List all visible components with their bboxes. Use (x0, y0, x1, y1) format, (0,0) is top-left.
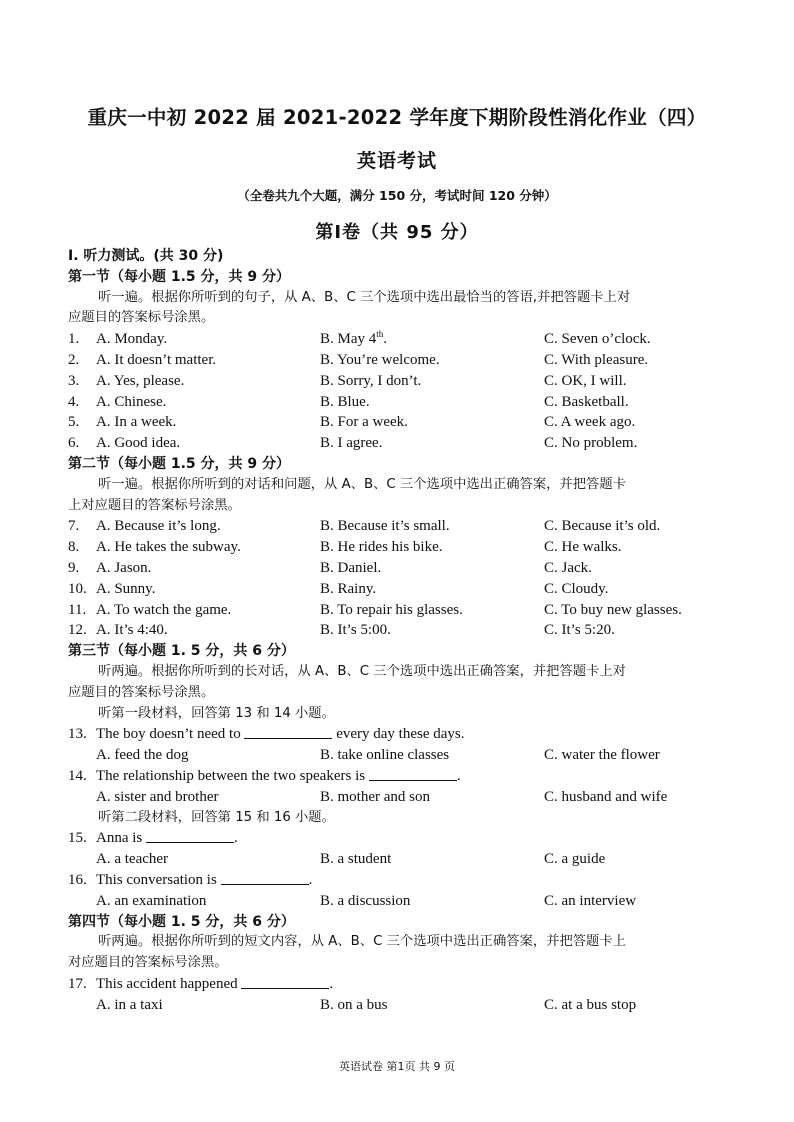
option-a: A. feed the dog (96, 747, 189, 764)
question-number: 10. (68, 580, 87, 597)
option-a: A. In a week. (96, 414, 177, 431)
question-item (68, 579, 728, 600)
question-item (68, 371, 728, 392)
question-stem (68, 766, 728, 787)
answer-blank (244, 724, 332, 739)
question-number: 1. (68, 331, 80, 348)
option-a: A. in a taxi (96, 996, 163, 1013)
stem-part: Anna is (96, 830, 143, 847)
question-number: 2. (68, 351, 80, 368)
options-row (68, 787, 728, 808)
option-b: B. mother and son (320, 788, 430, 805)
option-c: C. a guide (544, 851, 606, 868)
stem-part: The relationship between the two speakers is (96, 767, 366, 784)
exam-content (68, 246, 728, 1015)
option-a: A. a teacher (96, 851, 169, 868)
option-c: C. To buy new glasses. (544, 601, 682, 618)
option-b: B. a discussion (320, 892, 411, 909)
option-c: C. an interview (544, 892, 637, 909)
section-heading: 第四节（每小题 1. 5 分，共 6 分） (68, 913, 295, 930)
exam-title: 重庆一中初 2022 届 2021-2022 学年度下期阶段性消化作业（四） (87, 106, 707, 129)
option-a: A. It doesn’t matter. (96, 351, 217, 368)
question-number: 12. (68, 622, 87, 639)
question-number: 3. (68, 372, 80, 389)
option-a: A. Chinese. (96, 393, 167, 410)
section-heading: 第一节（每小题 1.5 分，共 9 分） (68, 268, 291, 285)
option-c: C. water the flower (544, 747, 660, 764)
option-b: B. Blue. (320, 393, 370, 410)
option-a: A. Because it’s long. (96, 518, 221, 535)
section-instruction: 对应题目的答案标号涂黑。 (68, 955, 228, 971)
options-row (68, 745, 728, 766)
option-a: A. He takes the subway. (96, 539, 241, 556)
section-instruction: 听两遍。根据你所听到的短文内容，从 A、B、C 三个选项中选出正确答案，并把答题卡上 (98, 934, 626, 950)
stem-part: every day these days. (336, 726, 465, 743)
question-stem (68, 974, 728, 995)
option-a: A. Sunny. (96, 580, 156, 597)
option-c: C. He walks. (544, 539, 622, 556)
option-b (320, 329, 544, 350)
answer-blank (241, 974, 329, 989)
part-heading: I. 听力测试。(共 30 分) (68, 248, 224, 264)
option-b-text: B. May 4 (320, 331, 377, 348)
page-footer: 英语试卷 第1页 共 9 页 (339, 1060, 455, 1073)
question-number: 14. (68, 767, 87, 784)
option-b: B. Rainy. (320, 580, 377, 597)
answer-blank (369, 766, 457, 781)
question-number: 6. (68, 435, 80, 452)
option-c: C. husband and wife (544, 788, 668, 805)
question-number: 17. (68, 975, 87, 992)
exam-subject: 英语考试 (356, 150, 437, 172)
option-c: C. Basketball. (544, 393, 629, 410)
question-number: 11. (68, 601, 87, 618)
stem-text (96, 870, 312, 891)
option-b: B. Because it’s small. (320, 518, 450, 535)
option-b-tail: . (383, 331, 388, 348)
option-a: A. Monday. (96, 331, 168, 348)
option-c: C. Cloudy. (544, 580, 609, 597)
stem-part: . (234, 830, 238, 847)
question-stem (68, 828, 728, 849)
answer-blank (221, 870, 309, 885)
option-b: B. For a week. (320, 414, 408, 431)
section-instruction: 应题目的答案标号涂黑。 (68, 684, 215, 700)
options-row (68, 995, 728, 1016)
section-instruction: 应题目的答案标号涂黑。 (68, 310, 215, 326)
question-item (68, 537, 728, 558)
question-number: 13. (68, 726, 87, 743)
question-number: 9. (68, 559, 80, 576)
option-c: C. It’s 5:20. (544, 622, 615, 639)
question-number: 4. (68, 393, 80, 410)
volume-heading: 第Ⅰ卷（共 95 分） (315, 222, 479, 243)
question-item (68, 433, 728, 454)
option-b: B. You’re welcome. (320, 351, 440, 368)
stem-text (96, 766, 461, 787)
option-c: C. at a bus stop (544, 996, 637, 1013)
option-b: B. take online classes (320, 747, 450, 764)
question-item (68, 392, 728, 413)
option-b: B. He rides his bike. (320, 539, 443, 556)
option-c: C. Seven o’clock. (544, 331, 651, 348)
stem-part: . (329, 975, 334, 992)
question-stem (68, 724, 728, 745)
question-item (68, 350, 728, 371)
exam-note: （全卷共九个大题，满分 150 分，考试时间 120 分钟） (237, 188, 557, 203)
option-a: A. It’s 4:40. (96, 622, 168, 639)
option-b: B. I agree. (320, 435, 383, 452)
question-item (68, 620, 728, 641)
question-number: 16. (68, 871, 87, 888)
options-row (68, 849, 728, 870)
stem-text (96, 724, 465, 745)
section-instruction: 听一遍。根据你所听到的对话和问题，从 A、B、C 三个选项中选出正确答案，并把答题卡 (98, 476, 626, 492)
option-b: B. on a bus (320, 996, 388, 1013)
material-note: 听第二段材料，回答第 15 和 16 小题。 (98, 809, 335, 825)
question-item (68, 600, 728, 621)
section-instruction: 听两遍。根据你所听到的长对话，从 A、B、C 三个选项中选出正确答案，并把答题卡上对 (98, 663, 626, 679)
question-number: 15. (68, 830, 87, 847)
stem-text (96, 828, 238, 849)
option-a: A. Jason. (96, 559, 152, 576)
option-a: A. To watch the game. (96, 601, 232, 618)
section-heading: 第二节（每小题 1.5 分，共 9 分） (68, 455, 291, 472)
stem-part: The boy doesn’t need to (96, 726, 241, 743)
stem-part: This accident happened (96, 975, 238, 992)
question-item (68, 329, 728, 350)
option-a: A. Yes, please. (96, 372, 185, 389)
option-b: B. Daniel. (320, 559, 382, 576)
option-a: A. Good idea. (96, 435, 181, 452)
question-number: 8. (68, 539, 80, 556)
option-a: A. an examination (96, 892, 207, 909)
option-c: C. Because it’s old. (544, 518, 661, 535)
option-b: B. a student (320, 851, 392, 868)
option-b: B. To repair his glasses. (320, 601, 463, 618)
option-c: C. Jack. (544, 559, 592, 576)
stem-text (96, 974, 333, 995)
option-c: C. With pleasure. (544, 351, 649, 368)
ordinal-suffix: th (376, 329, 384, 340)
stem-part: . (308, 871, 313, 888)
option-c: C. A week ago. (544, 414, 636, 431)
question-number: 5. (68, 414, 80, 431)
question-item (68, 516, 728, 537)
option-a: A. sister and brother (96, 788, 219, 805)
stem-part: . (456, 767, 461, 784)
stem-part: This conversation is (96, 871, 217, 888)
question-stem (68, 870, 728, 891)
option-b: B. It’s 5:00. (320, 622, 391, 639)
section-instruction: 听一遍。根据你所听到的句子，从 A、B、C 三个选项中选出最恰当的答语,并把答题卡上对 (98, 289, 631, 305)
question-item (68, 412, 728, 433)
option-c: C. No problem. (544, 435, 638, 452)
section-heading: 第三节（每小题 1. 5 分，共 6 分） (68, 643, 295, 660)
question-item (68, 558, 728, 579)
material-note: 听第一段材料，回答第 13 和 14 小题。 (98, 705, 335, 721)
options-row (68, 891, 728, 912)
answer-blank (146, 828, 234, 843)
question-number: 7. (68, 518, 80, 535)
option-c: C. OK, I will. (544, 372, 627, 389)
option-b: B. Sorry, I don’t. (320, 372, 422, 389)
section-instruction: 上对应题目的答案标号涂黑。 (68, 497, 241, 513)
